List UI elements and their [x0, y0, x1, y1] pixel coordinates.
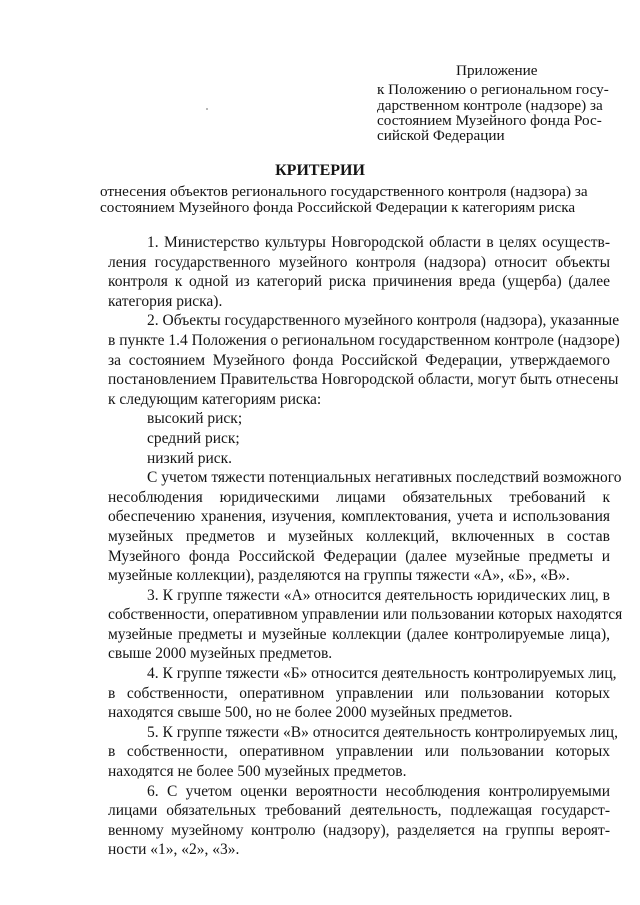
risk-list-item: низкий риск.	[147, 449, 233, 467]
appendix-header	[377, 63, 607, 143]
body-line: музейные предметы и музейные коллекции (далее контролируемые лица),	[108, 625, 610, 643]
document-subtitle-line: состоянием Музейного фонда Российской Федерации к категориям риска	[100, 199, 576, 216]
body-line: свыше 2000 музейных предметов.	[108, 645, 333, 663]
body-line: С учетом тяжести потенциальных негативных последствий возможного	[147, 469, 622, 487]
document-heading	[100, 162, 588, 216]
appendix-title: Приложение	[456, 62, 538, 79]
body-line: собственности, оперативном управлении или пользовании которых находятся	[108, 606, 623, 624]
body-line: 6. С учетом оценки вероятности несоблюдения контролируемыми	[147, 782, 610, 800]
document-subtitle-line: отнесения объектов регионального государственного контроля (надзора) за	[100, 183, 588, 200]
document-body	[108, 233, 623, 860]
body-line: в собственности, оперативном управлении или пользовании которых	[108, 743, 610, 761]
body-line: категория риска).	[108, 292, 223, 310]
body-line: несоблюдения юридическими лицами обязательных требований к	[108, 488, 610, 506]
body-line: ления государственного музейного контроля (надзора) относит объекты	[108, 253, 610, 271]
body-line: к следующим категориям риска:	[108, 390, 322, 408]
body-line: находятся не более 500 музейных предметов.	[108, 763, 407, 781]
body-line: 3. К группе тяжести «А» относится деятельность юридических лиц, в	[147, 586, 610, 604]
body-line: венному музейному контролю (надзору), разделяется на группы вероят-	[108, 821, 610, 839]
appendix-line: дарственном контроле (надзоре) за	[377, 96, 603, 114]
body-line: 2. Объекты государственного музейного контроля (надзора), указанные	[147, 312, 620, 330]
body-line: в собственности, оперативном управлении или пользовании которых	[108, 684, 610, 702]
body-line: обеспечению хранения, изучения, комплектования, учета и использования	[108, 508, 610, 526]
body-line: лицами обязательных требований деятельность, подлежащая государст-	[108, 802, 610, 820]
body-line: 5. К группе тяжести «В» относится деятельность контролируемых лиц,	[147, 723, 618, 741]
document-title: КРИТЕРИИ	[275, 162, 365, 179]
body-line: в пункте 1.4 Положения о региональном государственном контроле (надзоре)	[108, 331, 620, 349]
scan-speck	[206, 108, 208, 110]
body-line: находятся свыше 500, но не более 2000 музейных предметов.	[108, 704, 513, 722]
body-line: музейных предметов и музейных коллекций, включенных в состав	[108, 527, 610, 545]
body-line: контроля к одной из категорий риска причинения вреда (ущерба) (далее	[108, 273, 610, 291]
body-line: 4. К группе тяжести «Б» относится деятельность контролируемых лиц,	[147, 665, 617, 683]
appendix-line: состоянием Музейного фонда Рос-	[377, 111, 602, 129]
body-line: музейные коллекции), разделяются на группы тяжести «А», «Б», «В».	[108, 567, 570, 585]
body-line: постановлением Правительства Новгородской области, могут быть отнесены	[108, 371, 619, 389]
risk-list-item: средний риск;	[147, 429, 240, 447]
body-line: 1. Министерство культуры Новгородской области в целях осуществ-	[147, 234, 610, 251]
body-line: ности «1», «2», «3».	[108, 841, 240, 859]
appendix-line: к Положению о региональном госу-	[377, 81, 609, 99]
body-line: Музейного фонда Российской Федерации (далее музейные предметы и	[108, 547, 610, 565]
body-line: за состоянием Музейного фонда Российской Федерации, утверждаемого	[108, 351, 610, 369]
appendix-line: сийской Федерации	[377, 127, 505, 145]
risk-list-item: высокий риск;	[147, 410, 243, 428]
